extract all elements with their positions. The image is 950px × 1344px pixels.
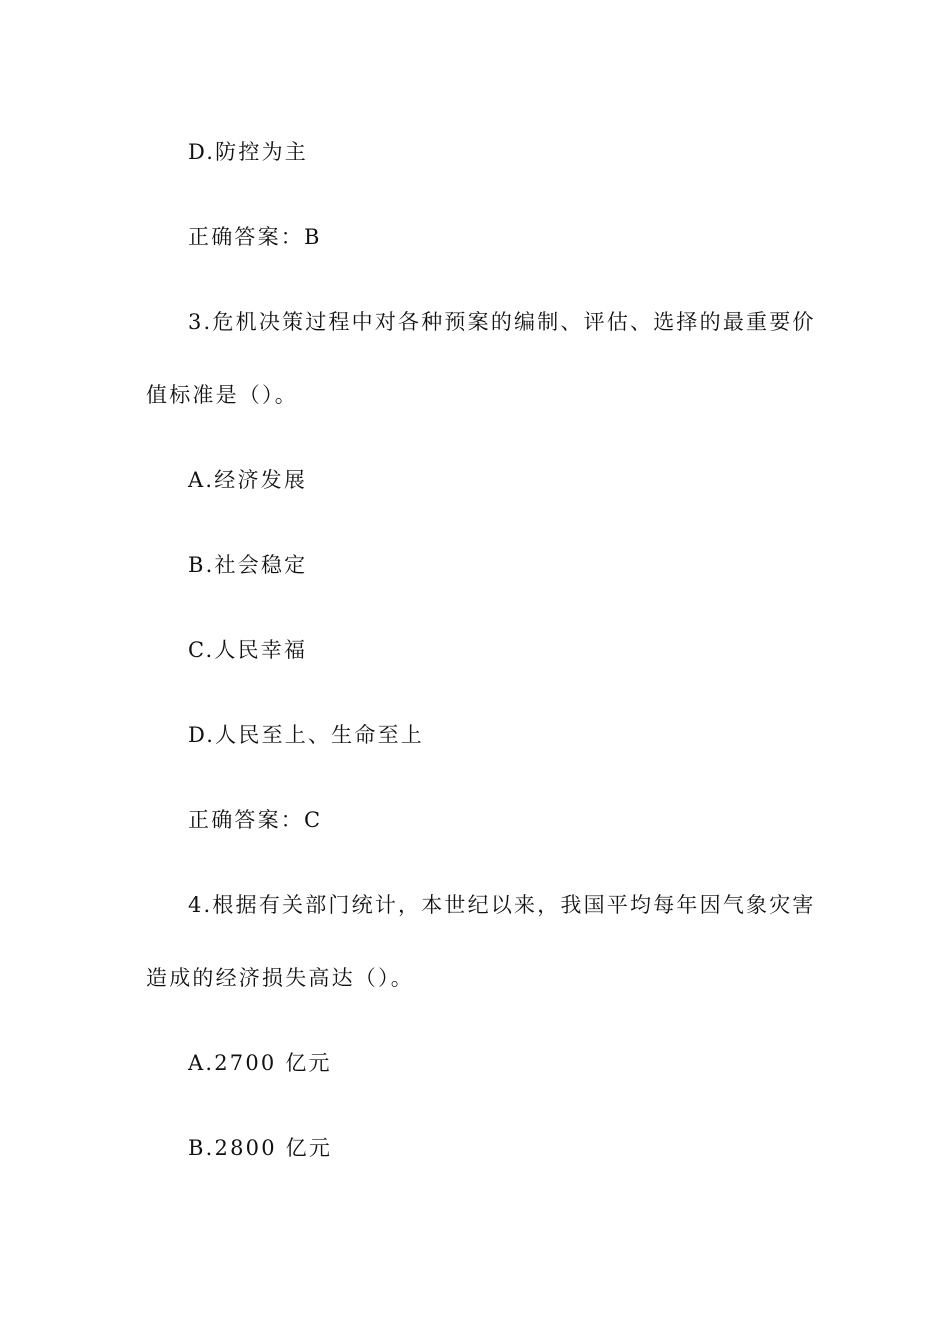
- question-4-line-2: 造成的经济损失高达（）。: [146, 966, 414, 990]
- question-4-line-1: 4.根据有关部门统计，本世纪以来，我国平均每年因气象灾害: [188, 893, 816, 917]
- question-3-answer: 正确答案：C: [188, 808, 323, 832]
- question-3-option-a: A.经济发展: [188, 468, 308, 492]
- question-3-line-1: 3.危机决策过程中对各种预案的编制、评估、选择的最重要价: [188, 310, 816, 334]
- question-4-option-b: B.2800 亿元: [188, 1136, 333, 1160]
- question-3-option-b: B.社会稳定: [188, 553, 308, 577]
- question-4-option-a: A.2700 亿元: [188, 1051, 332, 1075]
- option-d-prev-question: D.防控为主: [188, 140, 308, 164]
- question-3-option-c: C.人民幸福: [188, 638, 308, 662]
- question-3-option-d: D.人民至上、生命至上: [188, 723, 424, 747]
- question-3-line-2: 值标准是（）。: [146, 383, 298, 407]
- answer-prev-question: 正确答案：B: [188, 225, 322, 249]
